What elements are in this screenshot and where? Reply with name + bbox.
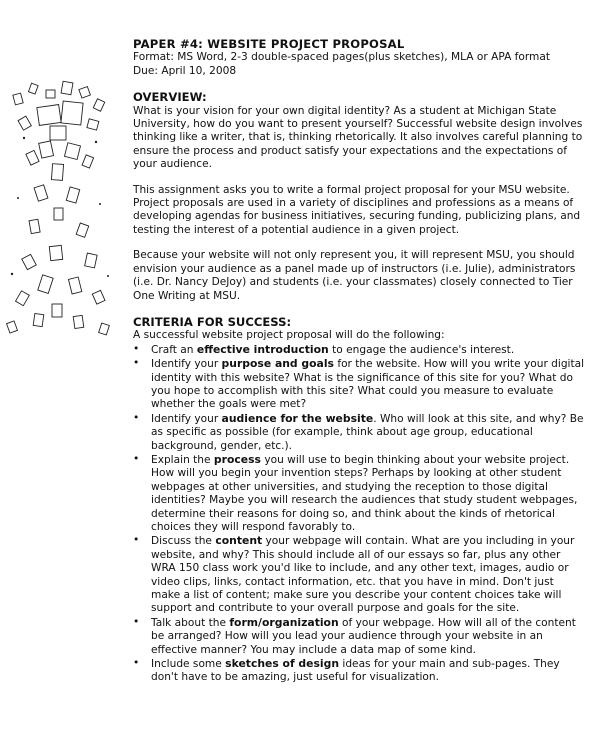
overview-paragraph-3: Because your website will not only represent you, it will represent MSU, you should envision your audience as a panel made up of instructors (i.e. Julie), administrators (i.e. Dr. Nancy DeJoy) and students (i.e. your classmates) closely connected to Tier One Writing at MSU. (133, 249, 576, 302)
bullet-icon: • (133, 411, 140, 424)
overview-heading: OVERVIEW: (133, 90, 207, 105)
bullet-icon: • (133, 657, 140, 670)
key-phrase: effective introduction (196, 342, 329, 356)
list-item: • Explain the process you will use to begin thinking about your website project. How will you begin your invention steps? Perhaps by looking at other student webpages at other universities, and studying the reception to those digital identities? Maybe you will research the audiences that study student webpages, determine their reasons for doing so, and think about the kinds of rhetorical choices they will respond favorably to. (133, 452, 578, 533)
key-phrase: form/organization (229, 615, 339, 629)
document-title: PAPER #4: WEBSITE PROJECT PROPOSAL (133, 37, 405, 51)
bullet-icon: • (133, 615, 140, 628)
format-line: Format: MS Word, 2-3 double-spaced pages(plus sketches), MLA or APA format (133, 51, 551, 64)
list-item: • Craft an effective introduction to engage the audience's interest. (133, 342, 515, 356)
key-phrase: purpose and goals (221, 357, 334, 371)
overview-paragraph-1: What is your vision for your own digital identity? As a student at Michigan State University, how do you want to present yourself? Successful website design involves thinking like a writer, that is, thinking rhetorically. It also involves careful planning to ensure the process and product satisfy your expectations and the expectations of your audience. (133, 104, 583, 171)
key-phrase: audience for the website (221, 411, 374, 425)
list-item: • Talk about the form/organization of your webpage. How will all of the content be arranged? How will you lead your audience through your website in an effective manner? You may include a data map of some kind. (133, 615, 576, 656)
list-item: • Discuss the content your webpage will contain. What are you including in your website, and why? This should include all of our essays so far, plus any other WRA 150 class work you'd like to include, and any other text, images, audio or video clips, links, contact information, etc. that you have in mind. Don't just make a list of content; make sure you describe your content choices take will support and contribute to your overall purpose and goals for the site. (133, 534, 575, 615)
list-item: • Identify your purpose and goals for the website. How will you write your digital identity with this website? What is the significance of this site for you? What do you hope to accomplish with this site? What could you measure to evaluate whether the goals were met? (133, 357, 585, 411)
criteria-list (133, 343, 585, 685)
bullet-icon: • (133, 357, 140, 370)
bullet-icon: • (133, 452, 140, 465)
key-phrase: content (215, 534, 263, 548)
overview-paragraph-2: This assignment asks you to write a formal project proposal for your MSU website. Project proposals are used in a variety of disciplines and professions as a means of developing agendas for business initiatives, securing funding, publicizing plans, and testing the interest of a potential audience in a given project. (133, 183, 581, 236)
criteria-intro: A successful website project proposal will do the following: (133, 329, 445, 342)
floating-boxes-illustration (0, 78, 125, 598)
due-date: Due: April 10, 2008 (133, 64, 237, 77)
list-item: • Include some sketches of design ideas for your main and sub-pages. They don't have to be amazing, just useful for visualization. (133, 657, 560, 684)
document-content (133, 38, 585, 685)
bullet-icon: • (133, 534, 140, 547)
criteria-heading: CRITERIA FOR SUCCESS: (133, 314, 292, 329)
key-phrase: sketches of design (225, 657, 340, 671)
list-item: • Identify your audience for the website. Who will look at this site, and why? Be as specific as possible (for example, think about age group, educational background, gender, etc.). (133, 411, 584, 452)
key-phrase: process (213, 452, 261, 466)
bullet-icon: • (133, 342, 140, 355)
